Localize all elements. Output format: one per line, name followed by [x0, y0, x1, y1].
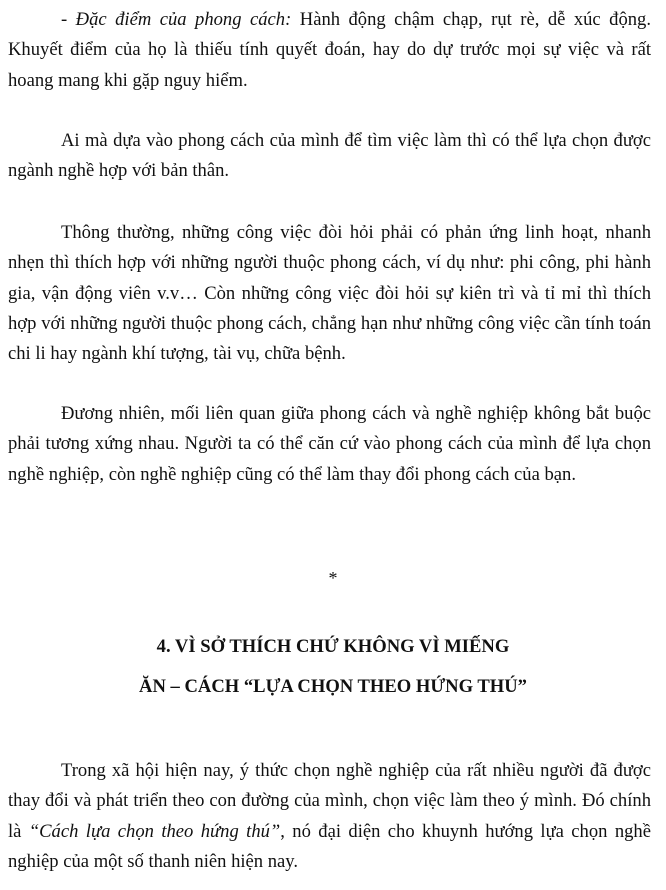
paragraph-choose-by-style: Ai mà dựa vào phong cách của mình để tìm việc làm thì có thể lựa chọn được ngành nghề hợp với bản thân. [8, 130, 651, 182]
paragraph-style-vs-career: Đương nhiên, mối liên quan giữa phong cách và nghề nghiệp không bắt buộc phải tương xứng nhau. Người ta có thể căn cứ vào phong cách của mình để lựa chọn nghề nghiệp, còn nghề nghiệp cũng có thể làm thay đổi phong cách của bạn. [8, 403, 651, 485]
paragraph-phong-cach-traits [8, 5, 651, 96]
section-heading-line-2: ĂN – CÁCH “LỰA CHỌN THEO HỨNG THÚ” [139, 676, 527, 697]
paragraph-text-after-quote: , nó đại diện cho khuynh hướng lựa chọn nghề nghiệp của một số thanh niên hiện nay. [8, 820, 651, 872]
paragraph-interest-based-choice [8, 756, 651, 877]
paragraph-quoted-phrase: “Cách lựa chọn theo hứng thú” [28, 820, 281, 842]
paragraph-body-text: Hành động chậm chạp, rụt rè, dễ xúc động. Khuyết điểm của họ là thiếu tính quyết đoán, hay do dự trước mọi sự việc và rất hoang mang khi gặp nguy hiểm. [8, 9, 651, 91]
paragraph-text-before-quote: Trong xã hội hiện nay, ý thức chọn nghề nghiệp của rất nhiều người đã được thay đổi và phát triển theo con đường của mình, chọn việc làm theo ý mình. Đó chính là [8, 760, 651, 842]
section-separator: * [328, 568, 338, 588]
paragraph-job-examples: Thông thường, những công việc đòi hỏi phải có phản ứng linh hoạt, nhanh nhẹn thì thích hợp với những người thuộc phong cách, ví dụ như: phi công, phi hành gia, vận động viên v.v… Còn những công việc đòi hỏi sự kiên trì và tỉ mỉ thì thích hợp với những người thuộc phong cách, chẳng hạn như những công việc cần tính toán chi li hay ngành khí tượng, tài vụ, chữa bệnh. [8, 222, 651, 365]
section-heading-line-1: 4. VÌ SỞ THÍCH CHỨ KHÔNG VÌ MIẾNG [156, 636, 510, 657]
paragraph-lead-label: - Đặc điểm của phong cách: [61, 9, 292, 30]
